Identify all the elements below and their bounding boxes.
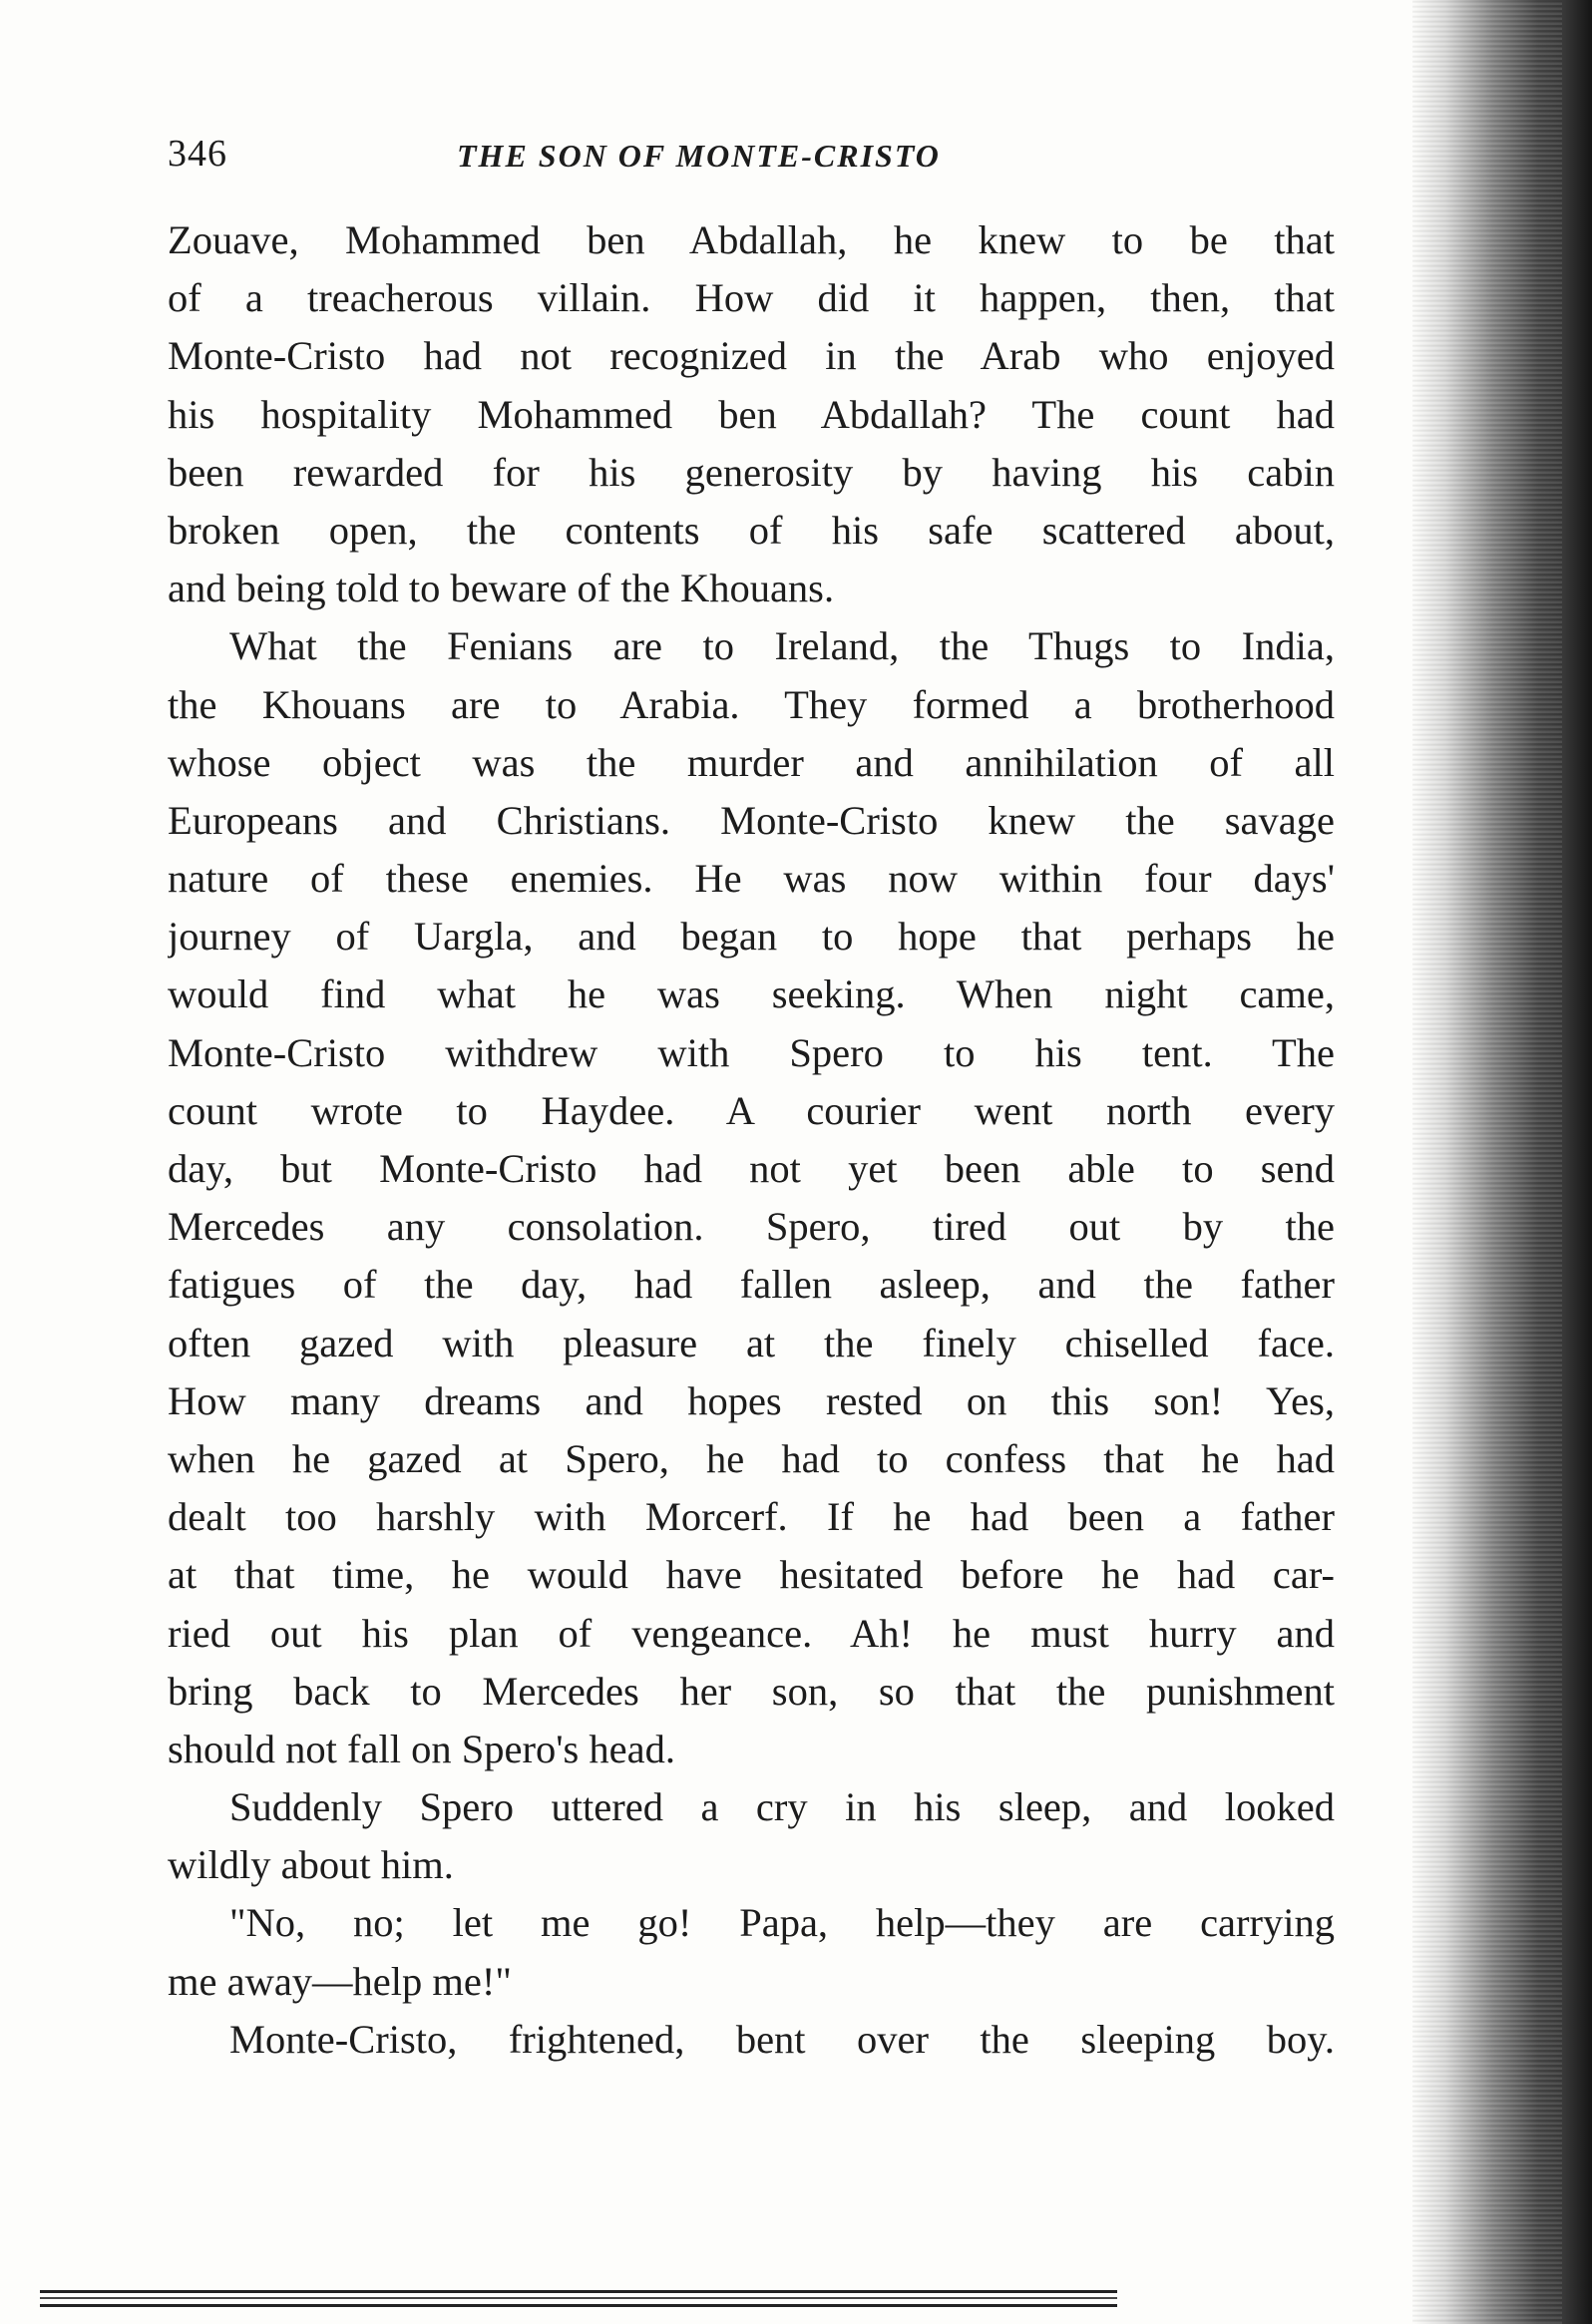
text-line: Europeans and Christians. Monte-Cristo knew the savage (168, 797, 1335, 843)
text-line: count wrote to Haydee. A courier went north every (168, 1087, 1335, 1133)
page-number: 346 (168, 133, 227, 175)
text-line: Monte-Cristo, frightened, bent over the sleeping boy. (229, 2016, 1335, 2062)
text-line: dealt too harshly with Morcerf. If he had been a father (168, 1494, 1335, 1540)
footer-rule (40, 2304, 1117, 2307)
text-line: when he gazed at Spero, he had to confess that he had (168, 1435, 1335, 1481)
text-line: bring back to Mercedes her son, so that the punishment (168, 1668, 1335, 1714)
text-line: and being told to beware of the Khouans. (168, 566, 835, 611)
text-line: What the Fenians are to Ireland, the Thugs to India, (229, 623, 1335, 669)
page-binding-edge (1562, 0, 1592, 2324)
text-line: Zouave, Mohammed ben Abdallah, he knew to be that (168, 217, 1335, 262)
text-line: whose object was the murder and annihilation of all (168, 739, 1335, 785)
text-line: How many dreams and hopes rested on this son! Yes, (168, 1377, 1335, 1423)
text-line: journey of Uargla, and began to hope that perhaps he (168, 914, 1335, 960)
text-line: "No, no; let me go! Papa, help—they are carrying (229, 1900, 1335, 1946)
text-line: should not fall on Spero's head. (168, 1726, 675, 1771)
text-line: Mercedes any consolation. Spero, tired out by the (168, 1204, 1335, 1250)
text-line: Monte-Cristo withdrew with Spero to his tent. The (168, 1029, 1335, 1075)
text-line: nature of these enemies. He was now within four days' (168, 856, 1335, 902)
text-line: wildly about him. (168, 1842, 454, 1888)
text-line: his hospitality Mohammed ben Abdallah? The count had (168, 391, 1335, 437)
text-line: Suddenly Spero uttered a cry in his sleep, and looked (229, 1784, 1335, 1830)
page-header (168, 132, 1335, 192)
body-text (168, 211, 1335, 2069)
text-line: ried out his plan of vengeance. Ah! he must hurry and (168, 1610, 1335, 1656)
text-line: been rewarded for his generosity by having his cabin (168, 449, 1335, 495)
text-line: Monte-Cristo had not recognized in the Arab who enjoyed (168, 333, 1335, 379)
text-line: me away—help me!" (168, 1958, 512, 2004)
text-line: often gazed with pleasure at the finely chiselled face. (168, 1320, 1335, 1365)
text-line: of a treacherous villain. How did it happen, then, that (168, 275, 1335, 321)
footer-rule (40, 2290, 1117, 2293)
text-line: at that time, he would have hesitated before he had car- (168, 1552, 1335, 1598)
text-line: the Khouans are to Arabia. They formed a brotherhood (168, 681, 1335, 727)
text-line: would find what he was seeking. When night came, (168, 971, 1335, 1017)
running-title: THE SON OF MONTE-CRISTO (457, 138, 941, 174)
footer-rule (40, 2297, 1117, 2299)
text-line: day, but Monte-Cristo had not yet been able to send (168, 1146, 1335, 1191)
text-line: broken open, the contents of his safe scattered about, (168, 507, 1335, 553)
text-line: fatigues of the day, had fallen asleep, and the father (168, 1262, 1335, 1308)
